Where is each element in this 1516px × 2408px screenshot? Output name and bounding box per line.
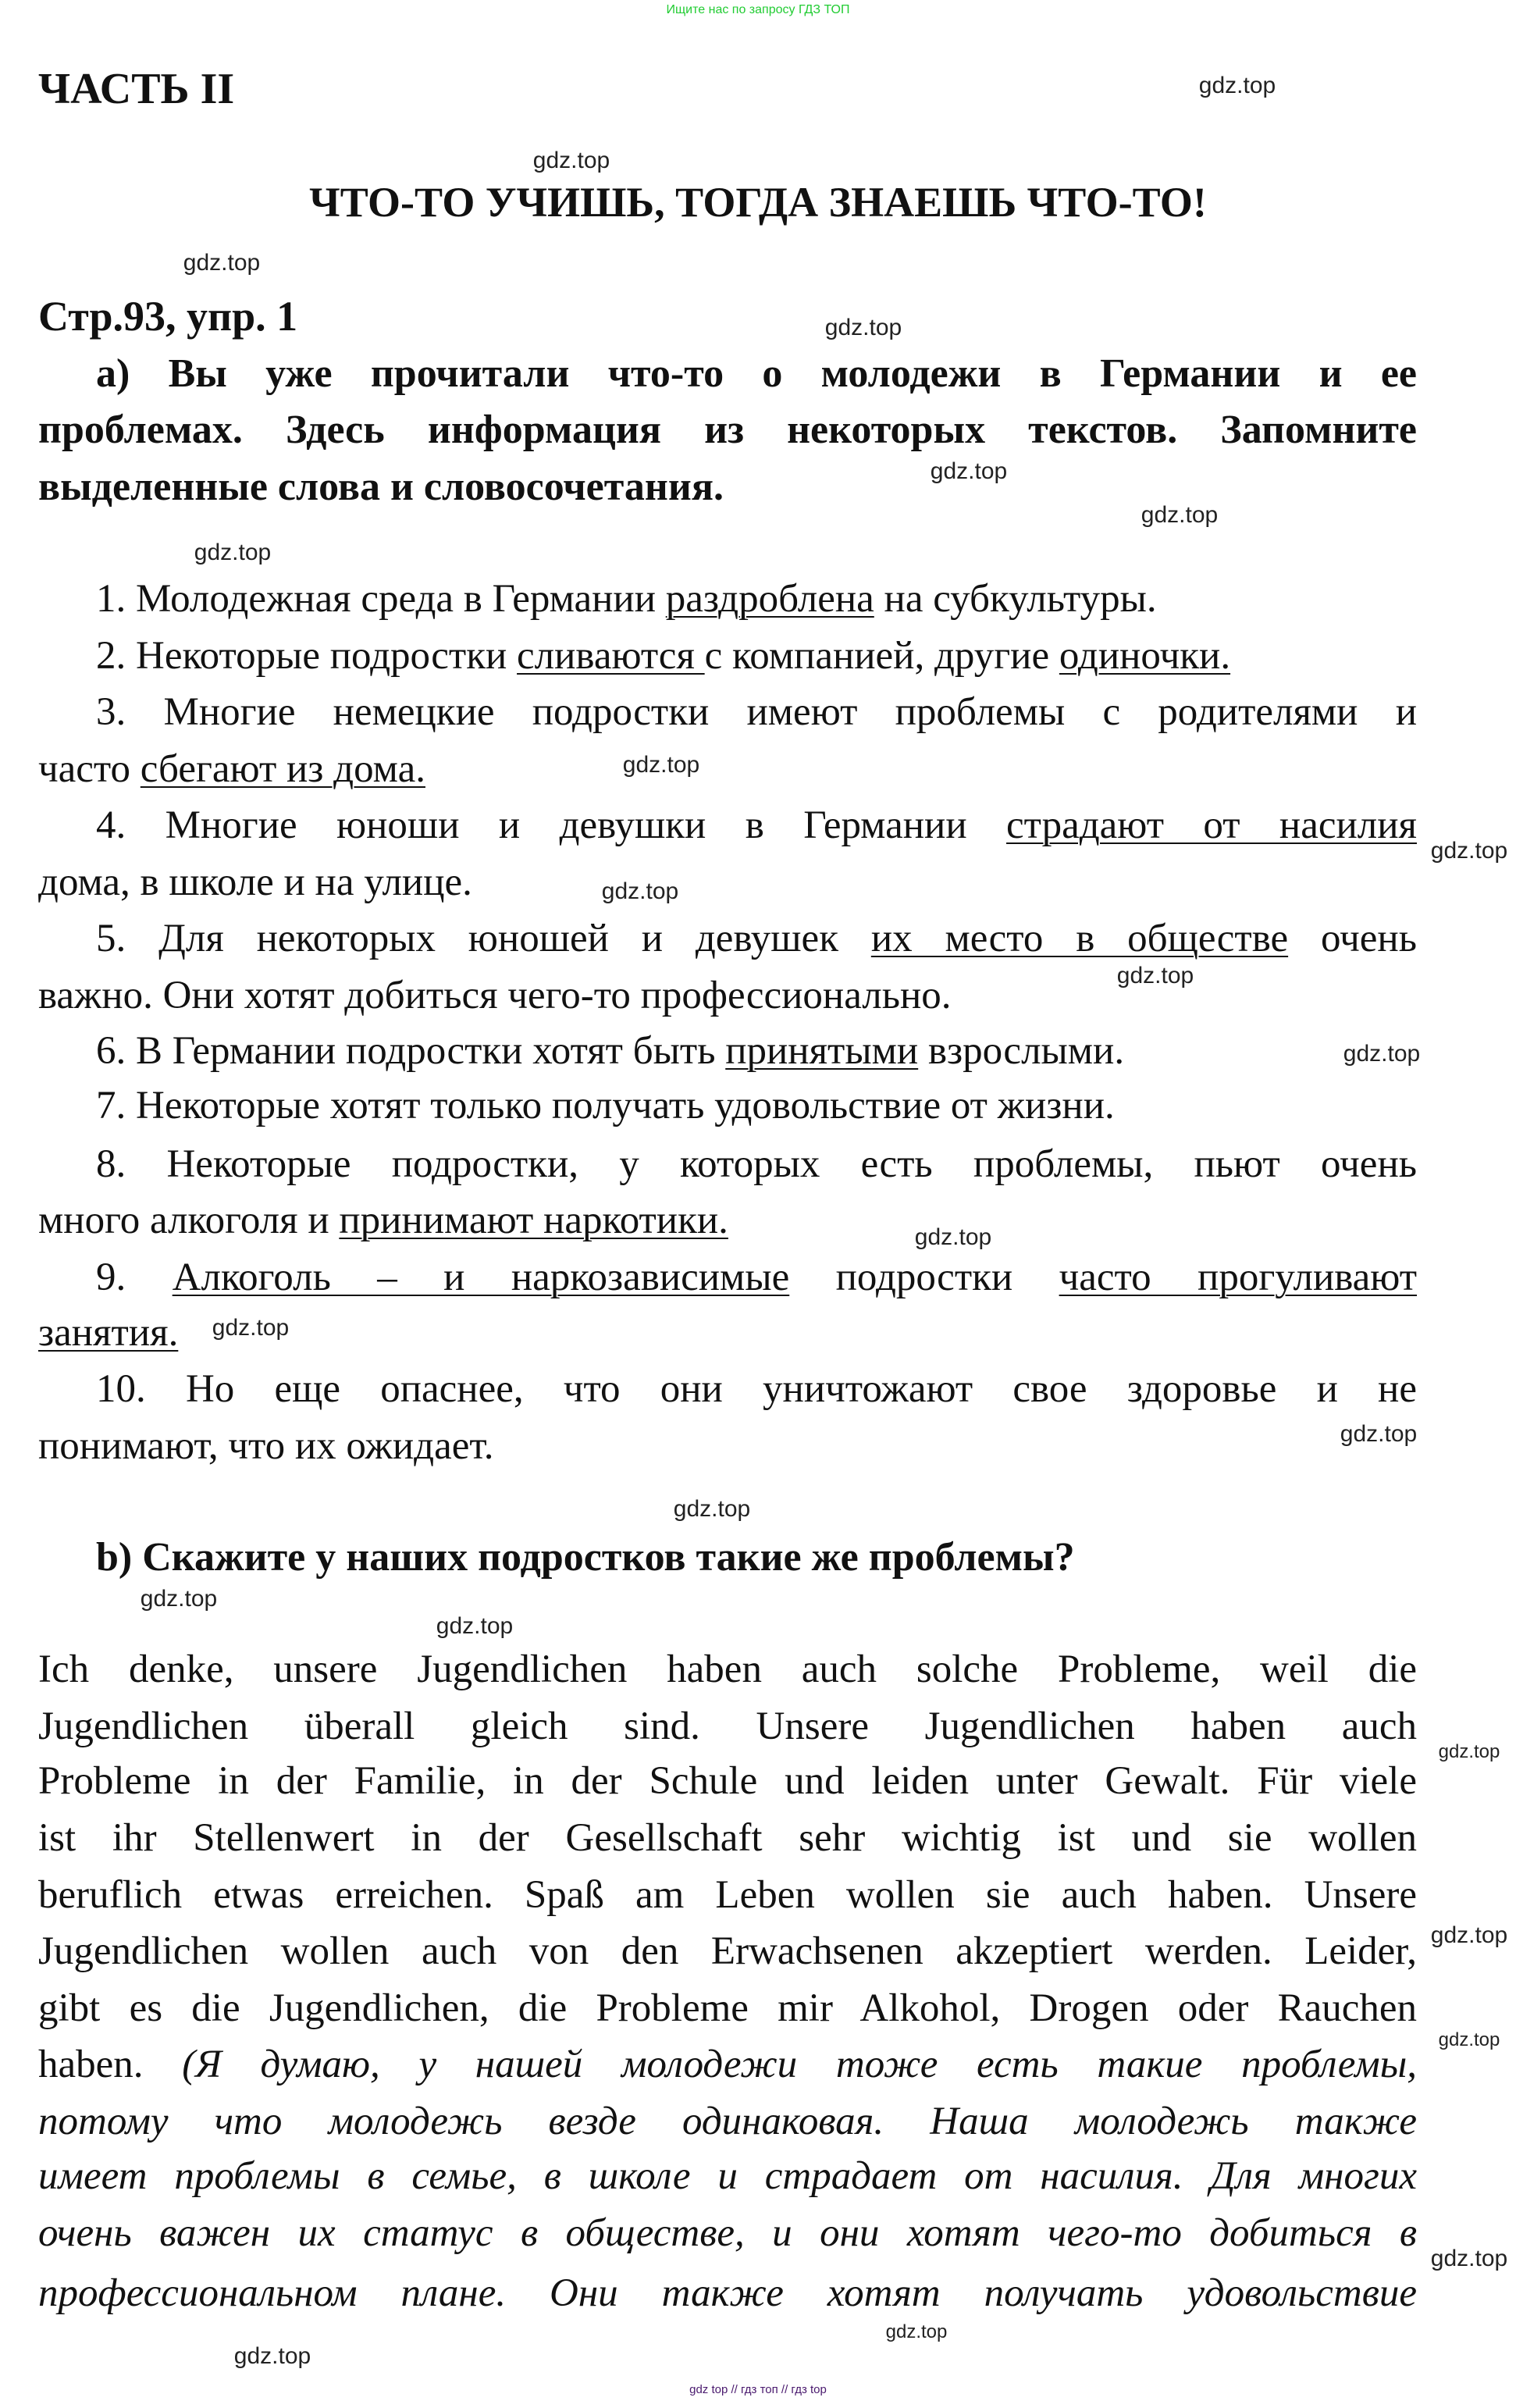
text-line (38, 859, 472, 906)
chapter-title: ЧТО-ТО УЧИШЬ, ТОГДА ЗНАЕШЬ ЧТО-ТО! (309, 179, 1207, 226)
text-line (96, 1028, 1124, 1074)
watermark: gdz.top (1340, 1421, 1418, 1447)
text-line (96, 915, 1417, 962)
text-segment: Probleme in der Familie, in der Schule und leiden unter Gewalt. Für viele (38, 1759, 1417, 1804)
text-segment: 9. (96, 1255, 173, 1299)
text-segment: gibt es die Jugendlichen, die Probleme mir Alkohol, Drogen oder Rauchen (38, 1986, 1417, 2030)
text-line (38, 464, 724, 511)
text-segment: Jugendlichen überall gleich sind. Unsere Jugendlichen haben auch (38, 1704, 1417, 1748)
watermark: gdz.top (140, 1586, 218, 1612)
text-line (96, 1534, 1075, 1581)
watermark: gdz.top (532, 148, 610, 173)
text-segment: взрослыми. (918, 1028, 1125, 1073)
text-line (38, 1985, 1417, 2032)
text-segment: часто (38, 746, 141, 791)
watermark: gdz.top (1198, 73, 1276, 98)
highlighted-phrase: часто прогуливают (1059, 1255, 1418, 1299)
text-segment: 5. Для некоторых юношей и девушек (96, 917, 871, 961)
watermark: gdz.top (1116, 963, 1194, 988)
part-heading: ЧАСТЬ II (38, 65, 235, 113)
translation-text: (Я думаю, у нашей молодежи тоже есть такие проблемы, (182, 2043, 1417, 2087)
text-segment: проблемах. Здесь информация из некоторых текстов. Запомните (38, 408, 1417, 453)
text-line (38, 1309, 178, 1356)
text-segment: haben. (38, 2043, 183, 2087)
watermark: gdz.top (824, 315, 902, 340)
highlighted-phrase: сливаются (517, 633, 705, 678)
text-line (96, 689, 1417, 736)
watermark: gdz.top (622, 752, 700, 778)
text-segment: 4. Многие юноши и девушки в Германии (96, 803, 1007, 848)
text-segment: с компанией, другие (704, 633, 1059, 678)
footer-note: gdz top // гдз топ // гдз top (689, 2383, 827, 2396)
watermark: gdz.top (436, 1613, 514, 1639)
text-line (38, 2153, 1417, 2200)
highlighted-phrase: принятыми (725, 1028, 919, 1073)
text-segment: дома, в школе и на улице. (38, 860, 472, 904)
watermark: gdz.top (183, 250, 261, 276)
text-line (38, 407, 1417, 454)
text-segment: на субкультуры. (874, 576, 1157, 621)
text-segment: ist ihr Stellenwert in der Gesellschaft sehr wichtig ist und sie wollen (38, 1815, 1417, 1860)
text-line (38, 1423, 494, 1469)
watermark: gdz.top (1343, 1041, 1421, 1067)
exercise-reference: Стр.93, упр. 1 (38, 293, 298, 340)
highlighted-phrase: Алкоголь – и наркозависимые (172, 1255, 790, 1299)
text-segment: 1. Молодежная среда в Германии (96, 576, 666, 621)
text-line (38, 1703, 1417, 1750)
text-segment: 6. В Германии подростки хотят быть (96, 1028, 726, 1073)
text-line (96, 1254, 1417, 1301)
text-line (38, 1646, 1417, 1693)
text-line (96, 1366, 1417, 1412)
text-line (38, 1928, 1417, 1975)
text-line (38, 1872, 1417, 1918)
watermark: gdz.top (601, 878, 679, 904)
highlighted-phrase: страдают от насилия (1006, 803, 1417, 848)
text-line (38, 972, 952, 1019)
watermark: gdz.top (1141, 502, 1219, 528)
text-segment: выделенные слова и словосочетания. (38, 464, 724, 509)
text-line (38, 2041, 1417, 2088)
text-segment: 3. Многие немецкие подростки имеют проблемы с родителями и (96, 690, 1417, 735)
translation-text: имеет проблемы в семье, в школе и страдает от насилия. Для многих (38, 2154, 1417, 2199)
watermark: gdz.top (914, 1224, 992, 1250)
text-line (96, 632, 1230, 679)
text-segment: beruflich etwas erreichen. Spaß am Leben wollen sie auch haben. Unsere (38, 1872, 1417, 1917)
highlighted-phrase: сбегают из дома. (140, 746, 425, 791)
text-segment: понимают, что их ожидает. (38, 1423, 494, 1468)
text-line (38, 2270, 1417, 2317)
highlighted-phrase: раздроблена (665, 576, 874, 621)
highlighted-phrase: принимают наркотики. (339, 1199, 728, 1243)
watermark: gdz.top (194, 540, 272, 565)
watermark: gdz.top (1430, 838, 1508, 864)
text-line (96, 1082, 1115, 1129)
text-line (96, 802, 1417, 849)
watermark: gdz.top (1430, 2246, 1508, 2271)
text-segment: 8. Некоторые подростки, у которых есть проблемы, пьют очень (96, 1142, 1417, 1186)
text-line (38, 746, 425, 793)
text-line (96, 351, 1417, 397)
text-segment: Ich denke, unsere Jugendlichen haben auch solche Probleme, weil die (38, 1647, 1417, 1692)
highlighted-phrase: одиночки. (1059, 633, 1231, 678)
text-segment: а) Вы уже прочитали что-то о молодежи в Германии и ее (96, 351, 1417, 396)
highlighted-phrase: их место в обществе (870, 917, 1289, 961)
text-line (38, 2098, 1417, 2145)
watermark: gdz.top (1438, 2029, 1500, 2050)
watermark: gdz.top (233, 2343, 311, 2369)
text-segment: 7. Некоторые хотят только получать удовольствие от жизни. (96, 1084, 1115, 1128)
text-line (38, 1758, 1417, 1804)
text-segment: подростки (789, 1255, 1059, 1299)
text-line (38, 2210, 1417, 2257)
translation-text: потому что молодежь везде одинаковая. Наша молодежь также (38, 2099, 1417, 2143)
text-line (96, 1141, 1417, 1188)
watermark: gdz.top (1438, 1741, 1500, 1762)
top-search-note: Ищите нас по запросу ГДЗ ТОП (666, 3, 850, 16)
watermark: gdz.top (1430, 1922, 1508, 1948)
text-segment: Jugendlichen wollen auch von den Erwachsenen akzeptiert werden. Leider, (38, 1929, 1417, 1974)
text-segment: очень (1288, 917, 1417, 961)
text-segment: b) Скажите у наших подростков такие же проблемы? (96, 1534, 1075, 1580)
text-segment: 10. Но еще опаснее, что они уничтожают свое здоровье и не (96, 1367, 1417, 1412)
text-segment: важно. Они хотят добиться чего-то профессионально. (38, 974, 952, 1018)
text-line (96, 575, 1157, 622)
translation-text: очень важен их статус в обществе, и они хотят чего-то добиться в (38, 2211, 1417, 2256)
text-segment: много алкоголя и (38, 1199, 340, 1243)
watermark: gdz.top (885, 2321, 948, 2342)
text-segment: 2. Некоторые подростки (96, 633, 518, 678)
watermark: gdz.top (673, 1496, 751, 1522)
watermark: gdz.top (212, 1315, 290, 1341)
text-line (38, 1815, 1417, 1861)
text-line (38, 1197, 728, 1244)
highlighted-phrase: занятия. (38, 1310, 179, 1355)
translation-text: профессиональном плане. Они также хотят получать удовольствие (38, 2271, 1417, 2315)
watermark: gdz.top (930, 458, 1008, 484)
